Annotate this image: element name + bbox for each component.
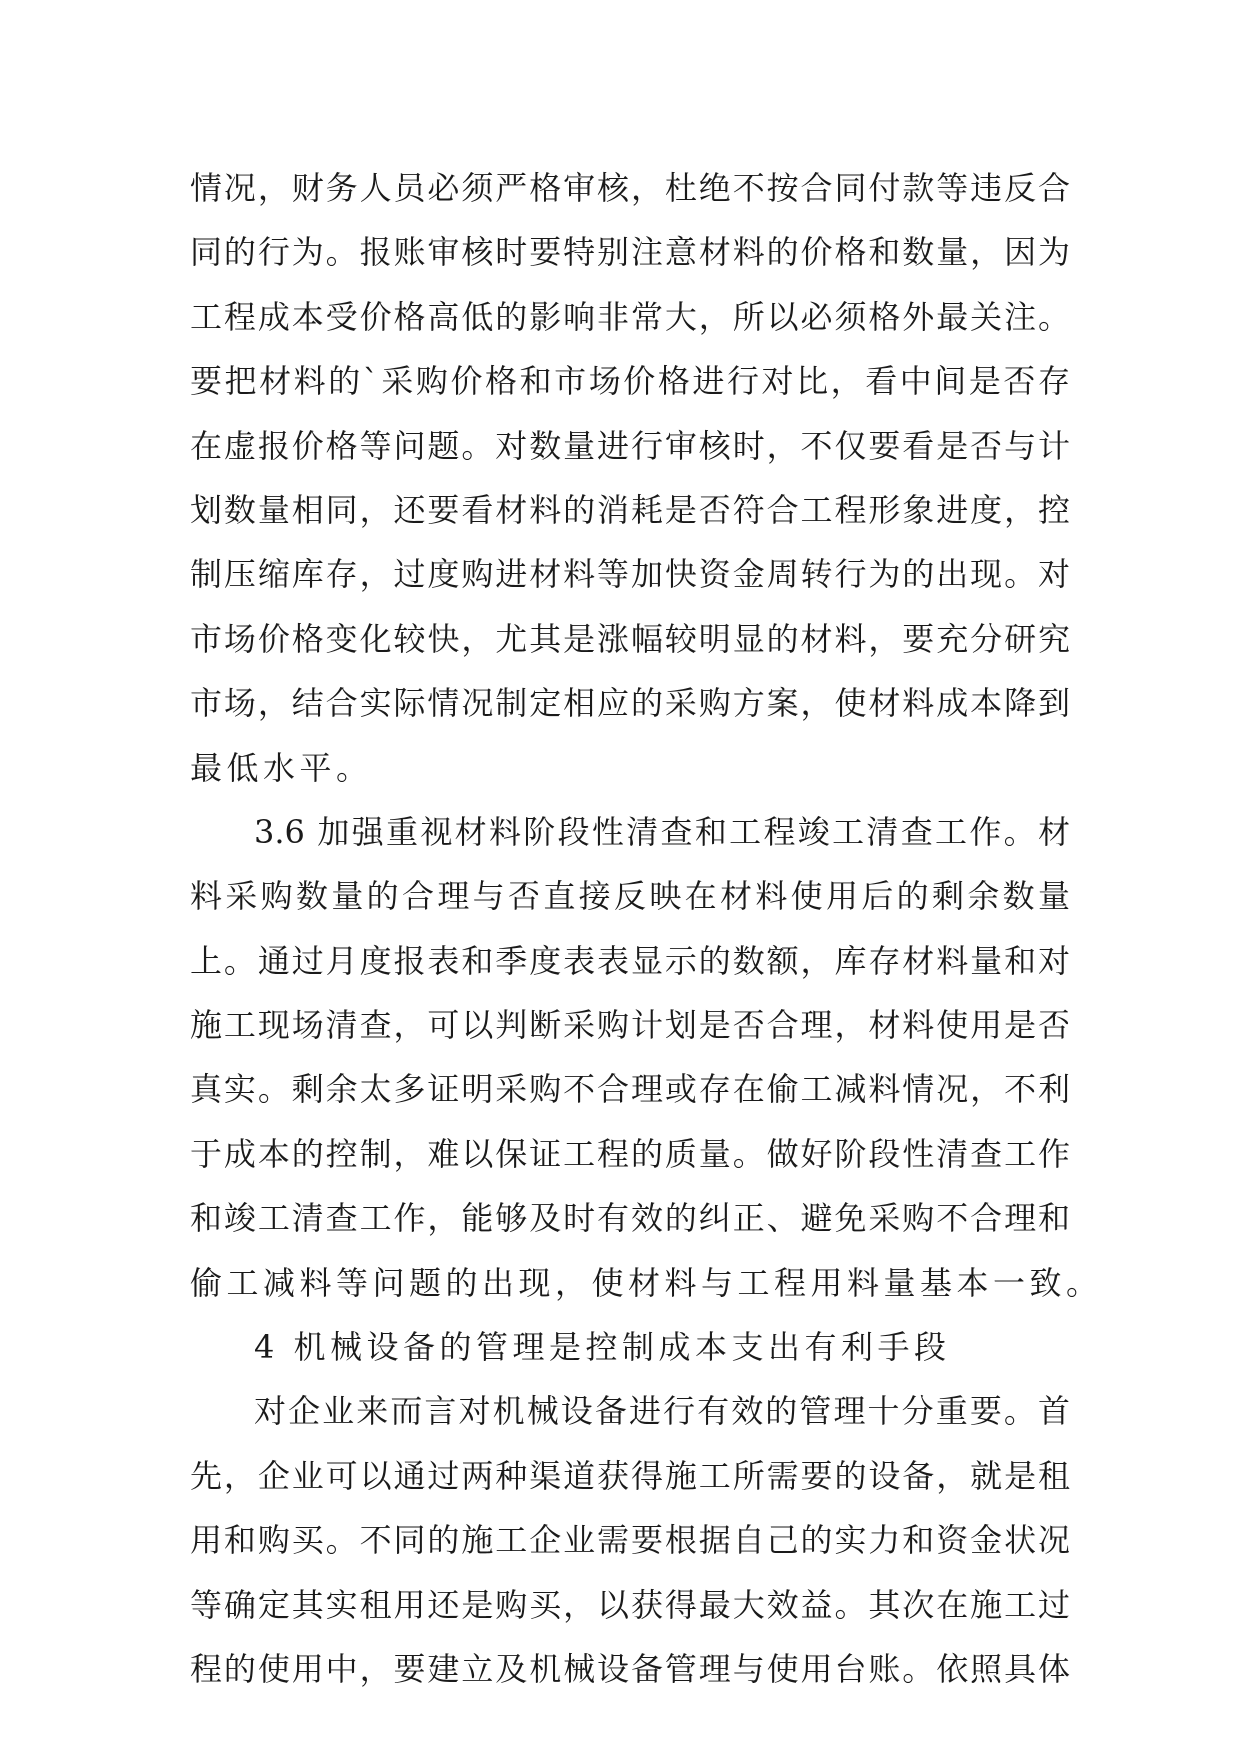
text-line: 划数量相同，还要看材料的消耗是否符合工程形象进度，控 [190,490,1070,529]
text-line: 3.6 加强重视材料阶段性清查和工程竣工清查工作。材 [254,812,1070,851]
text-line: 4 机械设备的管理是控制成本支出有利手段 [254,1328,951,1367]
text-line: 市场价格变化较快，尤其是涨幅较明显的材料，要充分研究 [190,619,1070,658]
text-line: 工程成本受价格高低的影响非常大，所以必须格外最关注。 [190,297,1070,336]
text-line: 和竣工清查工作，能够及时有效的纠正、避免采购不合理和 [190,1199,1070,1238]
text-line: 先，企业可以通过两种渠道获得施工所需要的设备，就是租 [190,1456,1070,1495]
text-line: 施工现场清查，可以判断采购计划是否合理，材料使用是否 [190,1006,1070,1045]
text-line: 偷工减料等问题的出现，使材料与工程用料量基本一致。 [190,1263,1103,1302]
text-line: 真实。剩余太多证明采购不合理或存在偷工减料情况，不利 [190,1070,1070,1109]
text-line: 料采购数量的合理与否直接反映在材料使用后的剩余数量 [190,877,1070,916]
text-line: 上。通过月度报表和季度表表显示的数额，库存材料量和对 [190,941,1070,980]
text-line: 于成本的控制，难以保证工程的质量。做好阶段性清查工作 [190,1134,1070,1173]
text-line: 在虚报价格等问题。对数量进行审核时，不仅要看是否与计 [190,426,1070,465]
body-text [190,156,1103,1701]
text-line: 同的行为。报账审核时要特别注意材料的价格和数量，因为 [190,233,1070,272]
text-line: 对企业来而言对机械设备进行有效的管理十分重要。首 [254,1392,1070,1431]
text-line: 市场，结合实际情况制定相应的采购方案，使材料成本降到 [190,684,1070,723]
text-line: 等确定其实租用还是购买，以获得最大效益。其次在施工过 [190,1585,1070,1624]
text-line: 程的使用中，要建立及机械设备管理与使用台账。依照具体 [190,1649,1070,1688]
text-line: 用和购买。不同的施工企业需要根据自己的实力和资金状况 [190,1521,1070,1560]
text-line: 制压缩库存，过度购进材料等加快资金周转行为的出现。对 [190,555,1070,594]
text-line: 情况，财务人员必须严格审核，杜绝不按合同付款等违反合 [190,169,1070,207]
text-line: 要把材料的`采购价格和市场价格进行对比，看中间是否存 [190,362,1070,401]
text-line: 最低水平。 [190,748,373,787]
